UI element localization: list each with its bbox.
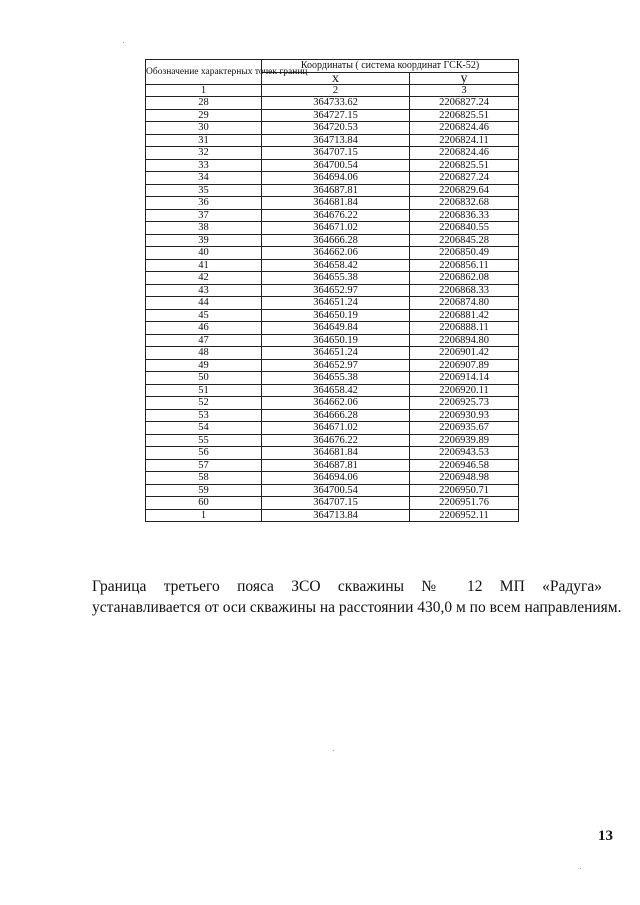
y-coordinate: 2206935.67 bbox=[410, 422, 519, 435]
point-number: 54 bbox=[146, 422, 262, 435]
y-coordinate: 2206943.53 bbox=[410, 447, 519, 460]
y-coordinate: 2206881.42 bbox=[410, 309, 519, 322]
x-coordinate: 364650.19 bbox=[262, 309, 410, 322]
y-coordinate: 2206907.89 bbox=[410, 359, 519, 372]
y-coordinate: 2206840.55 bbox=[410, 222, 519, 235]
table-row bbox=[146, 472, 519, 485]
x-coordinate: 364655.38 bbox=[262, 272, 410, 285]
point-number: 35 bbox=[146, 184, 262, 197]
header-x: x bbox=[262, 72, 410, 85]
table-row bbox=[146, 334, 519, 347]
x-coordinate: 364720.53 bbox=[262, 122, 410, 135]
x-coordinate: 364652.97 bbox=[262, 284, 410, 297]
x-coordinate: 364666.28 bbox=[262, 409, 410, 422]
y-coordinate: 2206850.49 bbox=[410, 247, 519, 260]
table-row bbox=[146, 384, 519, 397]
x-coordinate: 364662.06 bbox=[262, 397, 410, 410]
x-coordinate: 364707.15 bbox=[262, 497, 410, 510]
point-number: 44 bbox=[146, 297, 262, 310]
table-row bbox=[146, 497, 519, 510]
point-number: 42 bbox=[146, 272, 262, 285]
point-number: 53 bbox=[146, 409, 262, 422]
x-coordinate: 364649.84 bbox=[262, 322, 410, 335]
x-coordinate: 364687.81 bbox=[262, 184, 410, 197]
y-coordinate: 2206862.08 bbox=[410, 272, 519, 285]
y-coordinate: 2206939.89 bbox=[410, 434, 519, 447]
y-coordinate: 2206948.98 bbox=[410, 472, 519, 485]
y-coordinate: 2206950.71 bbox=[410, 484, 519, 497]
table-row bbox=[146, 197, 519, 210]
header-designation: Обозначение характерных точек границ bbox=[146, 60, 262, 85]
x-coordinate: 364655.38 bbox=[262, 372, 410, 385]
table-row bbox=[146, 284, 519, 297]
point-number: 41 bbox=[146, 259, 262, 272]
scan-speck bbox=[123, 42, 124, 43]
table-row bbox=[146, 147, 519, 160]
point-number: 55 bbox=[146, 434, 262, 447]
point-number: 47 bbox=[146, 334, 262, 347]
point-number: 48 bbox=[146, 347, 262, 360]
table-row bbox=[146, 309, 519, 322]
x-coordinate: 364700.54 bbox=[262, 484, 410, 497]
y-coordinate: 2206836.33 bbox=[410, 209, 519, 222]
table-row bbox=[146, 159, 519, 172]
x-coordinate: 364652.97 bbox=[262, 359, 410, 372]
table-row bbox=[146, 134, 519, 147]
table-row bbox=[146, 184, 519, 197]
y-coordinate: 2206845.28 bbox=[410, 234, 519, 247]
table-row bbox=[146, 109, 519, 122]
point-number: 33 bbox=[146, 159, 262, 172]
x-coordinate: 364651.24 bbox=[262, 297, 410, 310]
point-number: 59 bbox=[146, 484, 262, 497]
y-coordinate: 2206825.51 bbox=[410, 159, 519, 172]
table-row bbox=[146, 247, 519, 260]
table-row bbox=[146, 322, 519, 335]
y-coordinate: 2206824.46 bbox=[410, 122, 519, 135]
column-number-row bbox=[146, 85, 519, 97]
point-number: 57 bbox=[146, 459, 262, 472]
y-coordinate: 2206856.11 bbox=[410, 259, 519, 272]
y-coordinate: 2206827.24 bbox=[410, 172, 519, 185]
point-number: 38 bbox=[146, 222, 262, 235]
point-number: 56 bbox=[146, 447, 262, 460]
y-coordinate: 2206825.51 bbox=[410, 109, 519, 122]
coordinates-table bbox=[145, 59, 519, 522]
y-coordinate: 2206930.93 bbox=[410, 409, 519, 422]
x-coordinate: 364687.81 bbox=[262, 459, 410, 472]
x-coordinate: 364650.19 bbox=[262, 334, 410, 347]
point-number: 60 bbox=[146, 497, 262, 510]
y-coordinate: 2206894.80 bbox=[410, 334, 519, 347]
y-coordinate: 2206829.64 bbox=[410, 184, 519, 197]
boundary-paragraph bbox=[92, 576, 622, 618]
point-number: 43 bbox=[146, 284, 262, 297]
y-coordinate: 2206868.33 bbox=[410, 284, 519, 297]
table-row bbox=[146, 484, 519, 497]
y-coordinate: 2206874.80 bbox=[410, 297, 519, 310]
point-number: 40 bbox=[146, 247, 262, 260]
x-coordinate: 364671.02 bbox=[262, 222, 410, 235]
table-row bbox=[146, 509, 519, 522]
x-coordinate: 364707.15 bbox=[262, 147, 410, 160]
y-coordinate: 2206827.24 bbox=[410, 97, 519, 110]
y-coordinate: 2206824.46 bbox=[410, 147, 519, 160]
y-coordinate: 2206832.68 bbox=[410, 197, 519, 210]
point-number: 51 bbox=[146, 384, 262, 397]
table-row bbox=[146, 222, 519, 235]
x-coordinate: 364727.15 bbox=[262, 109, 410, 122]
scan-speck bbox=[580, 868, 581, 869]
x-coordinate: 364676.22 bbox=[262, 434, 410, 447]
table-row bbox=[146, 409, 519, 422]
table-row bbox=[146, 272, 519, 285]
header-coordinates-group: Координаты ( система координат ГСК-52) bbox=[262, 60, 519, 73]
y-coordinate: 2206824.11 bbox=[410, 134, 519, 147]
point-number: 36 bbox=[146, 197, 262, 210]
table-row bbox=[146, 372, 519, 385]
table-row bbox=[146, 234, 519, 247]
x-coordinate: 364713.84 bbox=[262, 509, 410, 522]
table-row bbox=[146, 297, 519, 310]
paragraph-line-1: Граница третьего пояса ЗСО скважины № 12 МП «Радуга» bbox=[92, 578, 602, 595]
paragraph-line-2: устанавливается от оси скважины на расстоянии 430,0 м по всем направлениям. bbox=[92, 599, 622, 616]
table-row bbox=[146, 122, 519, 135]
point-number: 49 bbox=[146, 359, 262, 372]
y-coordinate: 2206888.11 bbox=[410, 322, 519, 335]
point-number: 28 bbox=[146, 97, 262, 110]
header-y: у bbox=[410, 72, 519, 85]
x-coordinate: 364700.54 bbox=[262, 159, 410, 172]
table-row bbox=[146, 434, 519, 447]
table-row bbox=[146, 172, 519, 185]
table-row bbox=[146, 347, 519, 360]
y-coordinate: 2206914.14 bbox=[410, 372, 519, 385]
x-coordinate: 364694.06 bbox=[262, 172, 410, 185]
table-row bbox=[146, 447, 519, 460]
x-coordinate: 364694.06 bbox=[262, 472, 410, 485]
table-row bbox=[146, 97, 519, 110]
x-coordinate: 364651.24 bbox=[262, 347, 410, 360]
column-number: 2 bbox=[262, 85, 410, 97]
x-coordinate: 364658.42 bbox=[262, 259, 410, 272]
x-coordinate: 364676.22 bbox=[262, 209, 410, 222]
y-coordinate: 2206901.42 bbox=[410, 347, 519, 360]
x-coordinate: 364658.42 bbox=[262, 384, 410, 397]
x-coordinate: 364671.02 bbox=[262, 422, 410, 435]
table-row bbox=[146, 359, 519, 372]
column-number: 3 bbox=[410, 85, 519, 97]
page-number: 13 bbox=[598, 828, 613, 844]
x-coordinate: 364733.62 bbox=[262, 97, 410, 110]
table-body bbox=[146, 97, 519, 522]
point-number: 31 bbox=[146, 134, 262, 147]
x-coordinate: 364681.84 bbox=[262, 197, 410, 210]
point-number: 39 bbox=[146, 234, 262, 247]
x-coordinate: 364666.28 bbox=[262, 234, 410, 247]
table-row bbox=[146, 259, 519, 272]
x-coordinate: 364681.84 bbox=[262, 447, 410, 460]
x-coordinate: 364662.06 bbox=[262, 247, 410, 260]
point-number: 1 bbox=[146, 509, 262, 522]
table-row bbox=[146, 397, 519, 410]
y-coordinate: 2206920.11 bbox=[410, 384, 519, 397]
point-number: 50 bbox=[146, 372, 262, 385]
point-number: 29 bbox=[146, 109, 262, 122]
point-number: 34 bbox=[146, 172, 262, 185]
point-number: 32 bbox=[146, 147, 262, 160]
table-row bbox=[146, 459, 519, 472]
x-coordinate: 364713.84 bbox=[262, 134, 410, 147]
point-number: 30 bbox=[146, 122, 262, 135]
y-coordinate: 2206946.58 bbox=[410, 459, 519, 472]
point-number: 45 bbox=[146, 309, 262, 322]
y-coordinate: 2206951.76 bbox=[410, 497, 519, 510]
table-row bbox=[146, 209, 519, 222]
point-number: 46 bbox=[146, 322, 262, 335]
scan-speck bbox=[333, 750, 334, 751]
y-coordinate: 2206925.73 bbox=[410, 397, 519, 410]
point-number: 58 bbox=[146, 472, 262, 485]
point-number: 52 bbox=[146, 397, 262, 410]
point-number: 37 bbox=[146, 209, 262, 222]
column-number: 1 bbox=[146, 85, 262, 97]
table-row bbox=[146, 422, 519, 435]
y-coordinate: 2206952.11 bbox=[410, 509, 519, 522]
